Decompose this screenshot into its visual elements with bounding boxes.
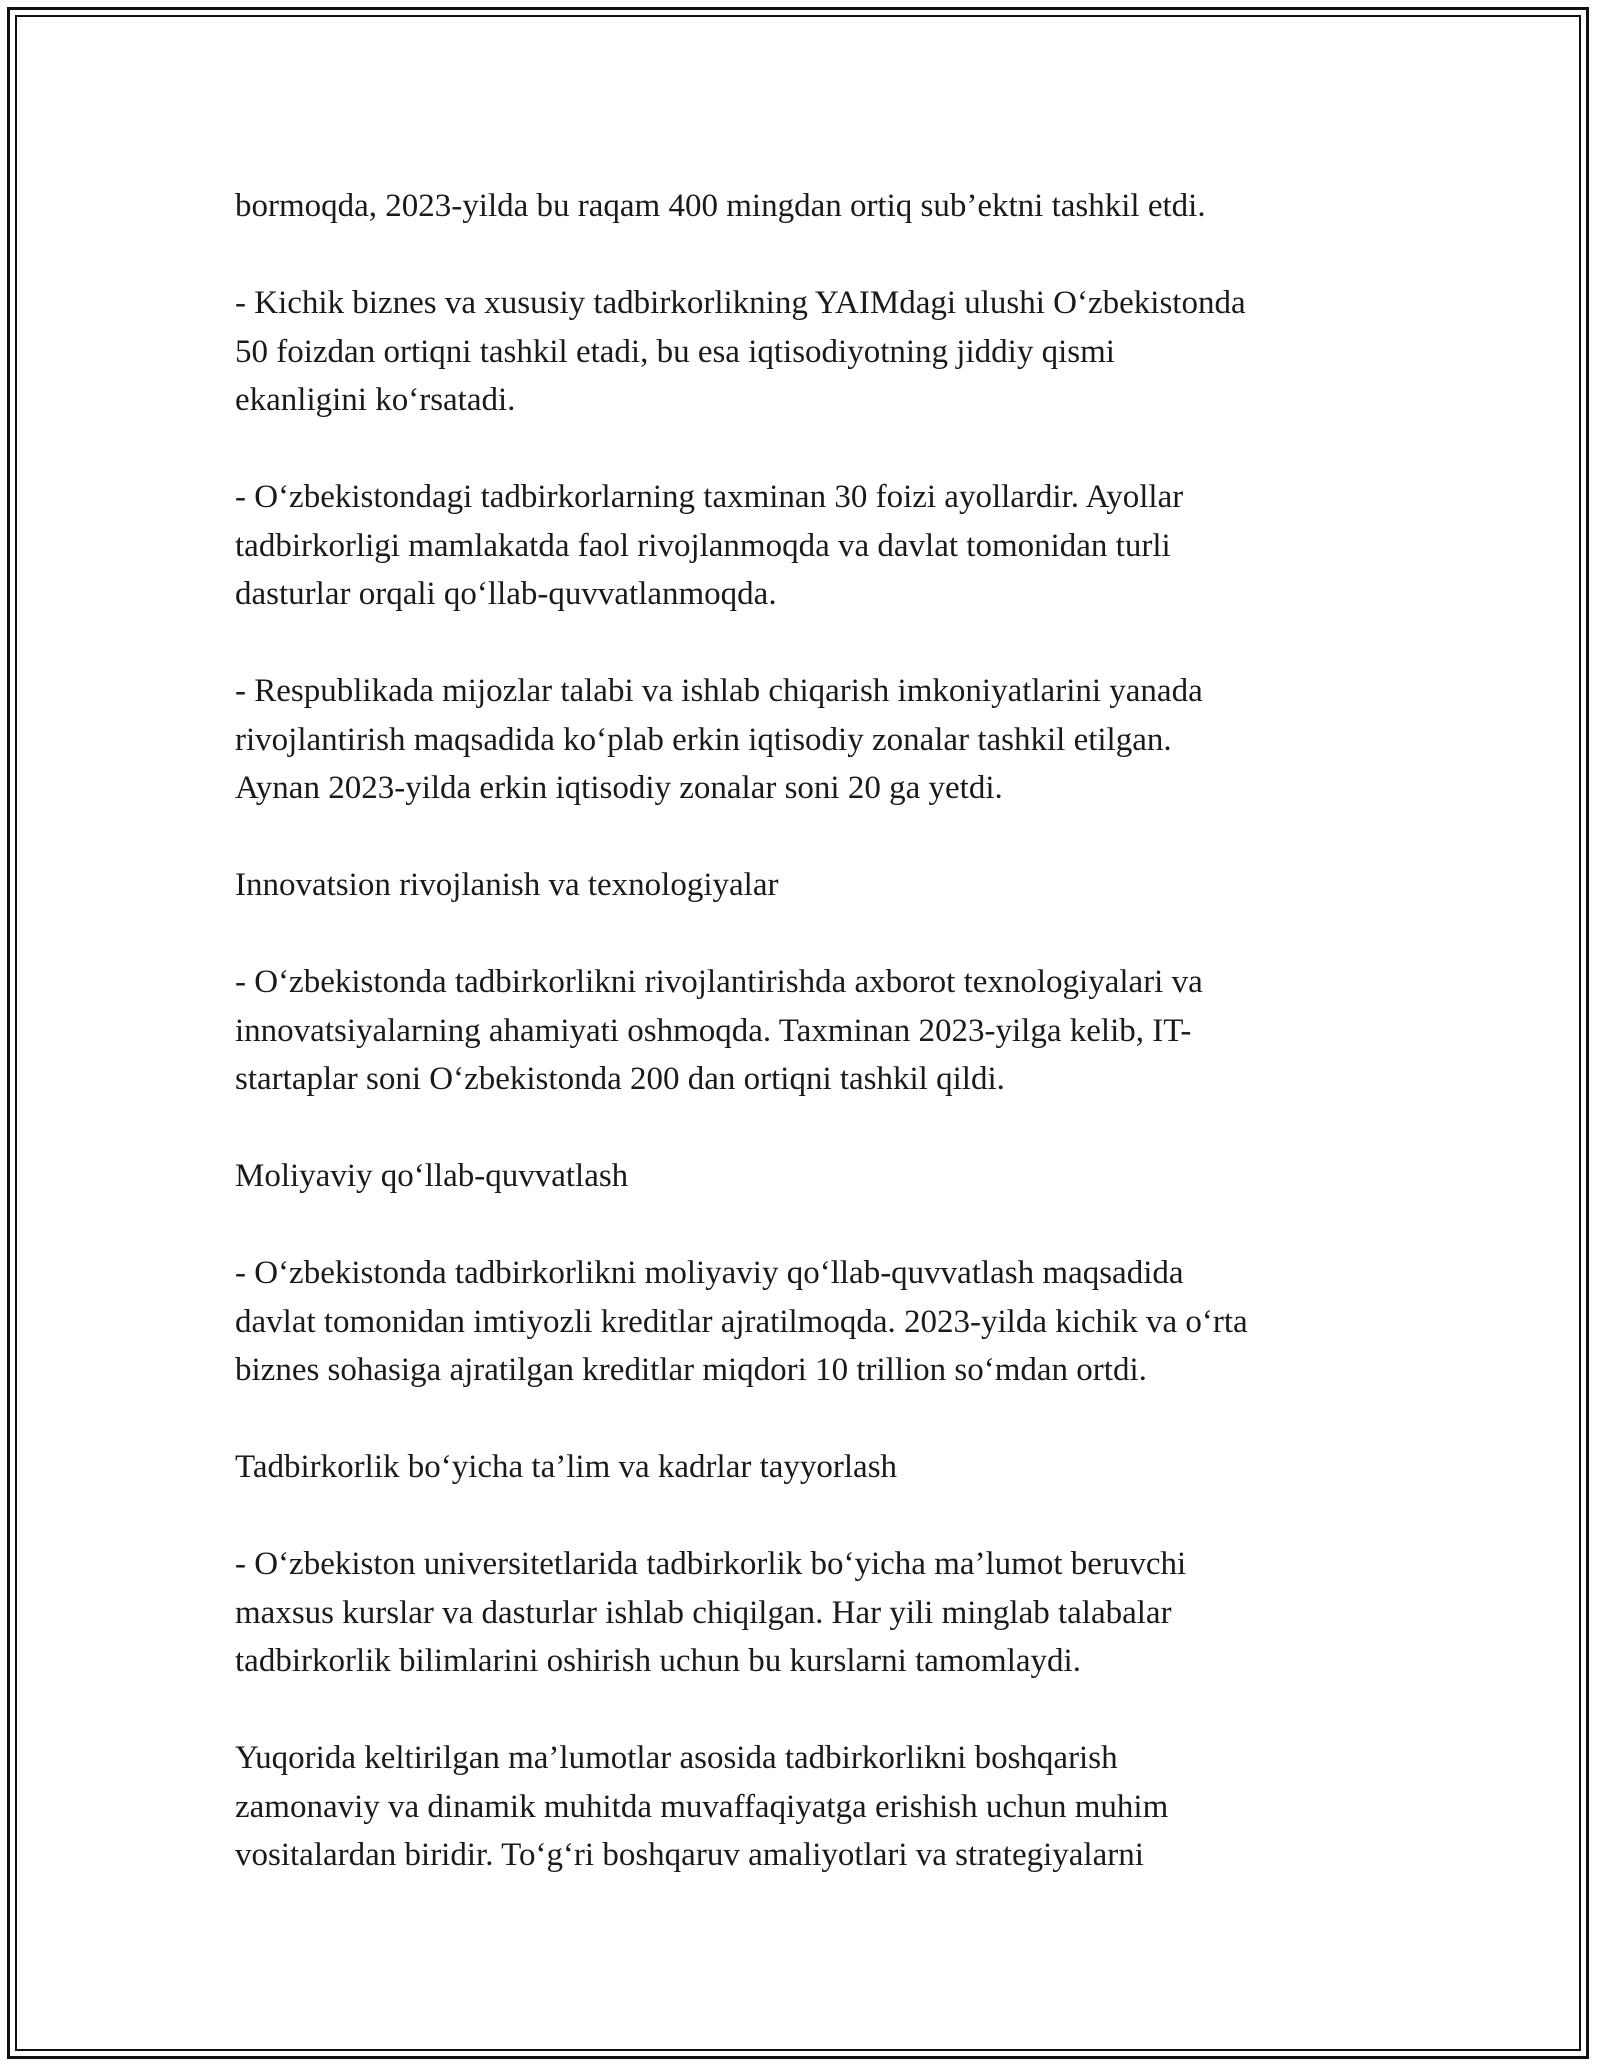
text-line: rivojlantirish maqsadida ko‘plab erkin iqtisodiy zonalar tashkil etilgan. bbox=[235, 721, 1172, 758]
document-body bbox=[235, 182, 1395, 1928]
text-line: - O‘zbekiston universitetlarida tadbirkorlik bo‘yicha ma’lumot beruvchi bbox=[235, 1546, 1187, 1582]
text-line: - Respublikada mijozlar talabi va ishlab chiqarish imkoniyatlarini yanada bbox=[235, 673, 1203, 709]
text-line: biznes sohasiga ajratilgan kreditlar miqdori 10 trillion so‘mdan ortdi. bbox=[235, 1352, 1147, 1388]
paragraph bbox=[235, 279, 1395, 425]
text-line: Aynan 2023-yilda erkin iqtisodiy zonalar soni 20 ga yetdi. bbox=[235, 770, 1003, 806]
text-line: Tadbirkorlik bo‘yicha ta’lim va kadrlar tayyorlash bbox=[235, 1449, 898, 1485]
text-line: davlat tomonidan imtiyozli kreditlar ajratilmoqda. 2023-yilda kichik va o‘rta bbox=[235, 1303, 1248, 1340]
text-line: bormoqda, 2023-yilda bu raqam 400 mingdan ortiq sub’ektni tashkil etdi. bbox=[235, 188, 1206, 224]
text-line: ekanligini ko‘rsatadi. bbox=[235, 382, 516, 418]
paragraph bbox=[235, 1734, 1395, 1880]
text-line: Innovatsion rivojlanish va texnologiyalar bbox=[235, 867, 779, 903]
text-line: - O‘zbekistonda tadbirkorlikni moliyaviy qo‘llab-quvvatlash maqsadida bbox=[235, 1255, 1184, 1291]
paragraph bbox=[235, 667, 1395, 813]
paragraph bbox=[235, 1152, 1395, 1201]
text-line: dasturlar orqali qo‘llab-quvvatlanmoqda. bbox=[235, 576, 777, 612]
paragraph bbox=[235, 1540, 1395, 1686]
paragraph bbox=[235, 1443, 1395, 1492]
paragraph bbox=[235, 182, 1395, 231]
text-line: - O‘zbekistonda tadbirkorlikni rivojlantirishda axborot texnologiyalari va bbox=[235, 964, 1203, 1000]
text-line: 50 foizdan ortiqni tashkil etadi, bu esa iqtisodiyotning jiddiy qismi bbox=[235, 333, 1115, 370]
text-line: Moliyaviy qo‘llab-quvvatlash bbox=[235, 1158, 629, 1194]
text-line: vositalardan biridir. To‘g‘ri boshqaruv amaliyotlari va strategiyalarni bbox=[235, 1837, 1144, 1873]
text-line: maxsus kurslar va dasturlar ishlab chiqilgan. Har yili minglab talabalar bbox=[235, 1594, 1172, 1631]
text-line: tadbirkorlik bilimlarini oshirish uchun bu kurslarni tamomlaydi. bbox=[235, 1643, 1081, 1679]
paragraph bbox=[235, 473, 1395, 619]
paragraph bbox=[235, 958, 1395, 1104]
paragraph bbox=[235, 861, 1395, 910]
text-line: startaplar soni O‘zbekistonda 200 dan ortiqni tashkil qildi. bbox=[235, 1061, 1005, 1097]
text-line: zamonaviy va dinamik muhitda muvaffaqiyatga erishish uchun muhim bbox=[235, 1788, 1169, 1825]
text-line: Yuqorida keltirilgan ma’lumotlar asosida tadbirkorlikni boshqarish bbox=[235, 1740, 1118, 1776]
text-line: - O‘zbekistondagi tadbirkorlarning taxminan 30 foizi ayollardir. Ayollar bbox=[235, 479, 1184, 515]
text-line: tadbirkorligi mamlakatda faol rivojlanmoqda va davlat tomonidan turli bbox=[235, 527, 1171, 564]
paragraph bbox=[235, 1249, 1395, 1395]
text-line: - Kichik biznes va xususiy tadbirkorlikning YAIMdagi ulushi O‘zbekistonda bbox=[235, 285, 1246, 321]
text-line: innovatsiyalarning ahamiyati oshmoqda. Taxminan 2023-yilga kelib, IT- bbox=[235, 1012, 1192, 1049]
